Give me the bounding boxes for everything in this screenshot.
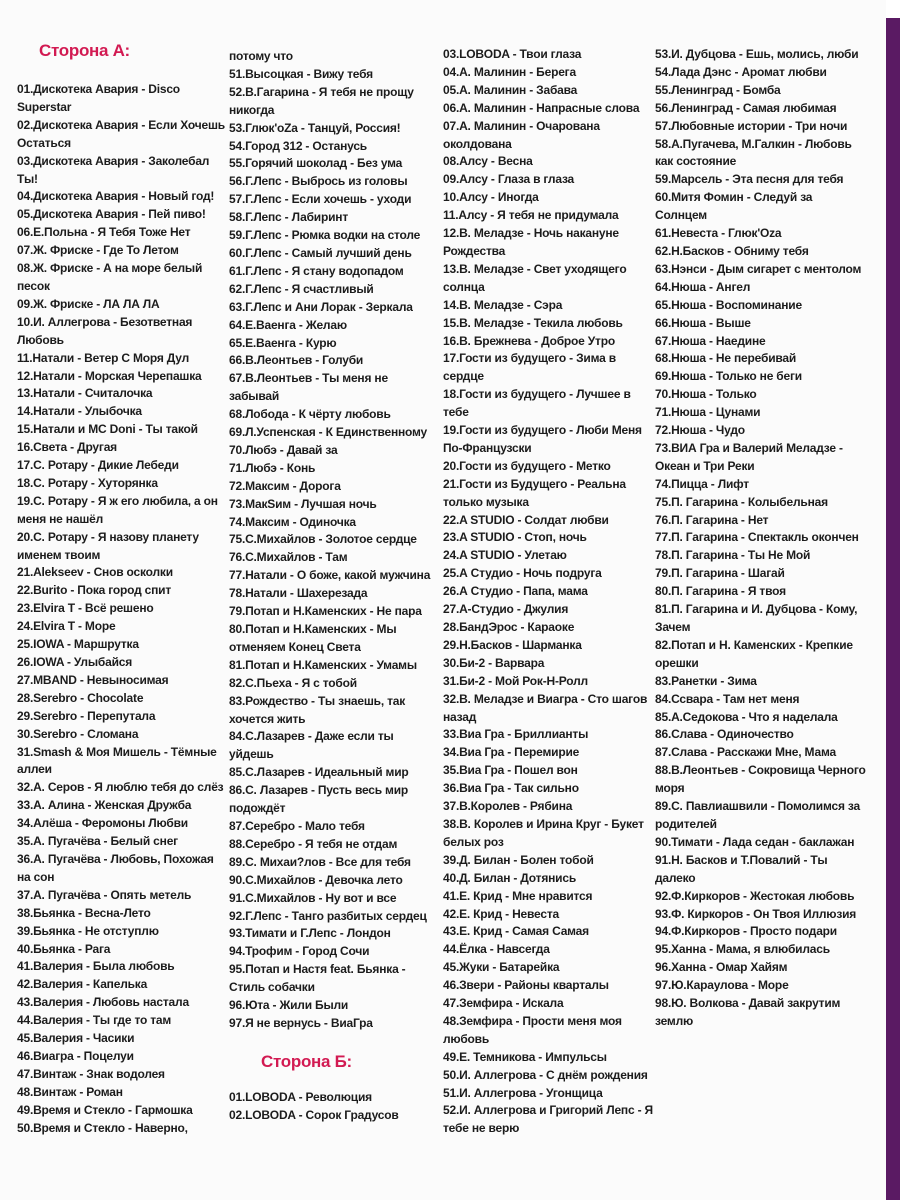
track-entry: 84.С.Лазарев - Даже если ты уйдешь xyxy=(229,729,394,762)
side-a-heading: Сторона А: xyxy=(39,41,130,60)
track-entry: 10.И. Аллегрова - Безответная Любовь xyxy=(17,314,193,347)
track-entry: 57.Г.Лепс - Если хочешь - уходи xyxy=(229,192,412,207)
track-entry: 88.Серебро - Я тебя не отдам xyxy=(229,836,398,851)
track-entry: 36.Виа Гра - Так сильно xyxy=(443,781,579,796)
track-entry: 07.Ж. Фриске - Где То Летом xyxy=(17,243,179,258)
track-entry: 98.Ю. Волкова - Давай закрутим землю xyxy=(655,996,841,1028)
track-entry: 32.А. Серов - Я люблю тебя до слёз xyxy=(17,780,224,795)
track-entry: 03.Дискотека Авария - Заколебал Ты! xyxy=(17,153,210,186)
track-entry: 95.Потап и Настя feat. Бьянка - Стиль собачки xyxy=(229,962,406,995)
track-entry: 31.Би-2 - Мой Рок-Н-Ролл xyxy=(443,673,588,688)
track-entry: 25.IOWA - Маршрутка xyxy=(17,637,139,652)
track-entry: 63.Нэнси - Дым сигарет с ментолом xyxy=(655,261,862,276)
track-entry: 76.С.Михайлов - Там xyxy=(229,550,348,565)
track-list-side-b xyxy=(229,1089,441,1125)
track-entry: 63.Г.Лепс и Ани Лорак - Зеркала xyxy=(229,299,413,314)
track-entry: 93.Ф. Киркоров - Он Твоя Иллюзия xyxy=(655,906,857,921)
track-entry: 96.Ханна - Омар Хайям xyxy=(655,960,788,975)
track-entry: 77.П. Гагарина - Спектакль окончен xyxy=(655,530,859,545)
track-entry: 60.Г.Лепс - Самый лучший день xyxy=(229,245,412,260)
track-entry: 97.Я не вернусь - ВиаГра xyxy=(229,1015,373,1030)
track-entry: 45.Жуки - Батарейка xyxy=(443,960,560,975)
track-entry: 74.Пицца - Лифт xyxy=(655,476,749,491)
track-entry: 75.П. Гагарина - Колыбельная xyxy=(655,494,828,509)
track-entry: 50.И. Аллегрова - С днём рождения xyxy=(443,1067,648,1082)
track-entry: 51.И. Аллегрова - Угонщица xyxy=(443,1085,603,1100)
track-entry: 37.А. Пугачёва - Опять метель xyxy=(17,887,192,902)
track-entry: 68.Нюша - Не перебивай xyxy=(655,351,797,366)
track-entry: 82.С.Пьеха - Я с тобой xyxy=(229,675,357,690)
track-entry: 07.А. Малинин - Очарована околдована xyxy=(443,118,600,151)
track-entry: 41.Валерия - Была любовь xyxy=(17,959,175,974)
track-entry: 85.С.Лазарев - Идеальный мир xyxy=(229,765,409,780)
track-entry: 43.Валерия - Любовь настала xyxy=(17,995,189,1010)
track-entry: 27.А-Студио - Джулия xyxy=(443,602,569,617)
side-b-heading: Сторона Б: xyxy=(261,1051,352,1071)
track-entry: 05.Дискотека Авария - Пей пиво! xyxy=(17,207,206,222)
track-entry: 33.А. Алина - Женская Дружба xyxy=(17,798,192,813)
track-entry: 33.Виа Гра - Бриллианты xyxy=(443,727,589,742)
track-entry: 73.МакSим - Лучшая ночь xyxy=(229,496,377,511)
track-entry: 35.Виа Гра - Пошел вон xyxy=(443,763,578,778)
track-entry: 42.Валерия - Капелька xyxy=(17,977,148,992)
track-entry: 71.Любэ - Конь xyxy=(229,460,316,475)
track-entry: 83.Рождество - Ты знаешь, так хочется жить xyxy=(229,693,406,726)
track-entry: 34.Алёша - Феромоны Любви xyxy=(17,816,188,831)
track-entry: 21.Гости из Будущего - Реальна только музыка xyxy=(443,476,626,509)
track-entry: 39.Бьянка - Не отступлю xyxy=(17,923,159,938)
track-entry: 38.Бьянка - Весна-Лето xyxy=(17,905,151,920)
track-entry: 49.Е. Темникова - Импульсы xyxy=(443,1049,607,1064)
track-entry: 51.Высоцкая - Вижу тебя xyxy=(229,66,373,81)
track-entry: 06.А. Малинин - Напрасные слова xyxy=(443,100,640,115)
track-entry: 19.С. Ротару - Я ж его любила, а он меня не нашёл xyxy=(17,493,218,526)
track-entry: 14.Натали - Улыбочка xyxy=(17,404,142,419)
track-entry: 94.Трофим - Город Сочи xyxy=(229,944,370,959)
track-entry: 80.Потап и Н.Каменских - Мы отменяем Конец Света xyxy=(229,622,397,654)
track-entry: 12.Натали - Морская Черепашка xyxy=(17,368,202,383)
track-entry: 18.С. Ротару - Хуторянка xyxy=(17,475,158,490)
track-entry: 09.Ж. Фриске - ЛА ЛА ЛА xyxy=(17,296,160,311)
track-entry: 16.В. Брежнева - Доброе Утро xyxy=(443,333,615,348)
track-entry: 18.Гости из будущего - Лучшее в тебе xyxy=(443,387,631,420)
track-entry: 11.Алсу - Я тебя не придумала xyxy=(443,208,619,223)
track-entry: 81.Потап и Н.Каменских - Умамы xyxy=(229,657,417,672)
track-entry: 78.Натали - Шахерезада xyxy=(229,586,368,601)
track-entry: 53.Глюк'oZa - Танцуй, Россия! xyxy=(229,120,401,135)
track-entry: 19.Гости из будущего - Люби Меня По-Французски xyxy=(443,423,642,455)
track-entry: 62.Г.Лепс - Я счастливый xyxy=(229,281,374,296)
track-entry: 78.П. Гагарина - Ты Не Мой xyxy=(655,548,811,563)
track-entry: 10.Алсу - Иногда xyxy=(443,190,539,205)
track-entry: 69.Л.Успенская - К Единственному xyxy=(229,425,428,440)
track-entry: 52.И. Аллегрова и Григорий Лепс - Я тебе не верю xyxy=(443,1103,653,1136)
track-entry: 96.Юта - Жили Были xyxy=(229,998,349,1013)
track-entry: 13.В. Меладзе - Свет уходящего солнца xyxy=(443,261,627,294)
track-entry: 35.А. Пугачёва - Белый снег xyxy=(17,834,178,849)
track-entry: 04.А. Малинин - Берега xyxy=(443,64,576,79)
track-entry: 57.Любовные истории - Три ночи xyxy=(655,118,848,133)
track-entry: 88.В.Леонтьев - Сокровища Черного моря xyxy=(655,763,866,796)
track-entry: 26.А Студио - Папа, мама xyxy=(443,584,588,599)
track-entry: 14.В. Меладзе - Сэра xyxy=(443,297,563,312)
track-entry: 87.Серебро - Мало тебя xyxy=(229,818,365,833)
track-entry: 66.В.Леонтьев - Голуби xyxy=(229,353,364,368)
track-entry: 40.Д. Билан - Дотянись xyxy=(443,870,576,885)
track-entry: 04.Дискотека Авария - Новый год! xyxy=(17,189,215,204)
track-entry: 03.LOBODA - Твои глаза xyxy=(443,47,582,61)
track-entry: 61.Г.Лепс - Я стану водопадом xyxy=(229,263,404,278)
track-entry: 44.Валерия - Ты где то там xyxy=(17,1013,172,1028)
track-entry: 71.Нюша - Цунами xyxy=(655,405,761,420)
track-entry: 28.БандЭрос - Караоке xyxy=(443,620,575,634)
track-entry: 44.Ёлка - Навсегда xyxy=(443,942,550,957)
track-entry: 59.Марсель - Эта песня для тебя xyxy=(655,172,844,187)
track-entry: 55.Ленинград - Бомба xyxy=(655,82,781,97)
track-entry: 85.А.Седокова - Что я наделала xyxy=(655,709,838,724)
track-entry: 17.Гости из будущего - Зима в сердце xyxy=(443,351,616,384)
column-2 xyxy=(229,48,441,1125)
track-list-1 xyxy=(17,81,229,1137)
track-entry: 79.Потап и Н.Каменских - Не пара xyxy=(229,604,422,619)
track-entry: 74.Максим - Одиночка xyxy=(229,514,356,529)
column-3 xyxy=(443,46,655,1138)
track-entry: 15.Натали и MC Doni - Ты такой xyxy=(17,422,198,437)
track-entry: 93.Тимати и Г.Лепс - Лондон xyxy=(229,926,391,941)
track-entry: 13.Натали - Считалочка xyxy=(17,386,153,401)
track-entry: 47.Винтаж - Знак водолея xyxy=(17,1066,165,1081)
track-entry: 61.Невеста - Глюк'Oza xyxy=(655,226,782,241)
track-entry: 81.П. Гагарина и И. Дубцова - Кому, Зачем xyxy=(655,602,858,634)
track-entry: 24.A STUDIO - Улетаю xyxy=(443,548,567,563)
track-entry: 72.Нюша - Чудо xyxy=(655,423,745,438)
track-entry: 58.А.Пугачева, М.Галкин - Любовь как состояние xyxy=(655,136,852,169)
track-entry: 86.Слава - Одиночество xyxy=(655,727,794,742)
track-entry: 86.С. Лазарев - Пусть весь мир подождёт xyxy=(229,783,409,816)
track-entry: 70.Нюша - Только xyxy=(655,387,757,402)
track-entry: потому что xyxy=(229,49,293,63)
track-entry: 87.Слава - Расскажи Мне, Мама xyxy=(655,745,836,760)
track-entry: 56.Ленинград - Самая любимая xyxy=(655,100,837,115)
track-entry: 91.Н. Басков и Т.Повалий - Ты далеко xyxy=(655,852,828,885)
track-entry: 54.Город 312 - Останусь xyxy=(229,138,367,153)
track-entry: 56.Г.Лепс - Выбрось из головы xyxy=(229,174,408,189)
track-entry: 20.Гости из будущего - Метко xyxy=(443,458,611,473)
track-entry: 73.ВИА Гра и Валерий Меладзе - Океан и Три Реки xyxy=(655,440,843,473)
track-entry: 01.LOBODA - Революция xyxy=(229,1089,372,1104)
track-entry: 53.И. Дубцова - Ешь, молись, люби xyxy=(655,47,859,61)
track-entry: 91.С.Михайлов - Ну вот и все xyxy=(229,890,397,905)
track-entry: 41.Е. Крид - Мне нравится xyxy=(443,888,593,903)
track-entry: 69.Нюша - Только не беги xyxy=(655,369,802,384)
track-entry: 39.Д. Билан - Болен тобой xyxy=(443,852,594,867)
track-entry: 06.Е.Польна - Я Тебя Тоже Нет xyxy=(17,225,191,240)
track-entry: 48.Винтаж - Роман xyxy=(17,1084,123,1099)
track-entry: 25.А Студио - Ночь подруга xyxy=(443,566,602,581)
track-entry: 97.Ю.Караулова - Море xyxy=(655,978,789,993)
track-entry: 46.Звери - Районы кварталы xyxy=(443,978,609,993)
track-entry: 68.Лобода - К чёрту любовь xyxy=(229,407,391,422)
track-entry: 31.Smash & Моя Мишель - Тёмные аллеи xyxy=(17,744,217,777)
track-entry: 42.Е. Крид - Невеста xyxy=(443,906,559,921)
track-entry: 15.В. Меладзе - Текила любовь xyxy=(443,315,623,330)
track-entry: 22.A STUDIO - Солдат любви xyxy=(443,512,609,527)
track-entry: 11.Натали - Ветер С Моря Дул xyxy=(17,350,190,365)
track-entry: 89.С. Павлиашвили - Помолимся за родителей xyxy=(655,799,860,831)
track-list-2 xyxy=(229,48,441,1033)
track-entry: 02.LOBODA - Сорок Градусов xyxy=(229,1107,399,1122)
track-entry: 48.Земфира - Прости меня моя любовь xyxy=(443,1013,622,1046)
track-entry: 01.Дискотека Авария - Disco Superstar xyxy=(17,82,180,114)
track-entry: 23.Elvira T - Всё решено xyxy=(17,601,154,616)
track-entry: 90.С.Михайлов - Девочка лето xyxy=(229,872,403,887)
track-entry: 36.А. Пугачёва - Любовь, Похожая на сон xyxy=(17,851,214,884)
track-entry: 79.П. Гагарина - Шагай xyxy=(655,566,785,581)
track-entry: 90.Тимати - Лада седан - баклажан xyxy=(655,834,855,849)
track-entry: 65.Нюша - Воспоминание xyxy=(655,297,802,312)
track-entry: 84.Ссвара - Там нет меня xyxy=(655,691,800,706)
track-entry: 05.А. Малинин - Забава xyxy=(443,82,578,97)
track-entry: 16.Света - Другая xyxy=(17,440,117,455)
track-entry: 28.Serebro - Chocolate xyxy=(17,690,144,705)
track-entry: 80.П. Гагарина - Я твоя xyxy=(655,584,786,599)
track-entry: 64.Нюша - Ангел xyxy=(655,279,751,294)
track-entry: 47.Земфира - Искала xyxy=(443,996,564,1011)
track-entry: 92.Г.Лепс - Танго разбитых сердец xyxy=(229,908,427,923)
stripe-top xyxy=(886,0,900,18)
track-entry: 26.IOWA - Улыбайся xyxy=(17,655,133,669)
track-entry: 59.Г.Лепс - Рюмка водки на столе xyxy=(229,228,421,243)
track-entry: 08.Ж. Фриске - А на море белый песок xyxy=(17,261,203,293)
track-entry: 82.Потап и Н. Каменских - Крепкие орешки xyxy=(655,637,853,670)
track-entry: 08.Алсу - Весна xyxy=(443,154,533,169)
track-entry: 34.Виа Гра - Перемирие xyxy=(443,745,580,760)
track-entry: 76.П. Гагарина - Нет xyxy=(655,512,769,527)
track-entry: 67.Нюша - Наедине xyxy=(655,333,766,348)
track-entry: 09.Алсу - Глаза в глаза xyxy=(443,172,575,187)
track-entry: 94.Ф.Киркоров - Просто подари xyxy=(655,924,837,939)
track-entry: 30.Би-2 - Варвара xyxy=(443,655,545,670)
track-entry: 17.С. Ротару - Дикие Лебеди xyxy=(17,458,179,473)
track-entry: 22.Burito - Пока город спит xyxy=(17,583,172,598)
track-entry: 12.В. Меладзе - Ночь накануне Рождества xyxy=(443,226,619,258)
track-entry: 45.Валерия - Часики xyxy=(17,1031,135,1046)
track-entry: 60.Митя Фомин - Следуй за Солнцем xyxy=(655,190,813,223)
track-entry: 49.Время и Стекло - Гармошка xyxy=(17,1102,193,1117)
track-entry: 24.Elvira T - Море xyxy=(17,619,116,634)
track-entry: 29.Serebro - Перепутала xyxy=(17,708,156,723)
track-entry: 20.С. Ротару - Я назову планету именем твоим xyxy=(17,529,199,562)
side-stripe xyxy=(886,18,900,1200)
track-entry: 92.Ф.Киркоров - Жестокая любовь xyxy=(655,888,855,903)
track-entry: 83.Ранетки - Зима xyxy=(655,673,757,688)
track-entry: 37.В.Королев - Рябина xyxy=(443,799,573,814)
track-entry: 30.Serebro - Сломана xyxy=(17,726,139,741)
track-entry: 38.В. Королев и Ирина Круг - Букет белых роз xyxy=(443,816,644,849)
track-entry: 72.Максим - Дорога xyxy=(229,478,341,493)
track-entry: 32.В. Меладзе и Виагра - Сто шагов назад xyxy=(443,691,648,724)
track-entry: 52.В.Гагарина - Я тебя не прощу никогда xyxy=(229,84,414,117)
track-entry: 21.Alekseev - Снов осколки xyxy=(17,565,173,580)
column-4 xyxy=(655,46,867,1031)
track-entry: 43.Е. Крид - Самая Самая xyxy=(443,924,589,939)
track-entry: 89.С. Михаи?лов - Все для тебя xyxy=(229,854,411,869)
track-entry: 58.Г.Лепс - Лабиринт xyxy=(229,210,349,225)
track-entry: 27.MBAND - Невыносимая xyxy=(17,672,169,687)
track-entry: 29.Н.Басков - Шарманка xyxy=(443,637,582,652)
track-entry: 75.С.Михайлов - Золотое сердце xyxy=(229,532,417,547)
track-entry: 54.Лада Дэнс - Аромат любви xyxy=(655,64,827,79)
track-entry: 70.Любэ - Давай за xyxy=(229,442,338,457)
track-entry: 50.Время и Стекло - Наверно, xyxy=(17,1120,188,1135)
column-1 xyxy=(17,40,229,1137)
track-entry: 55.Горячий шоколад - Без ума xyxy=(229,156,403,171)
track-entry: 77.Натали - О боже, какой мужчина xyxy=(229,568,431,583)
track-entry: 65.Е.Ваенга - Курю xyxy=(229,335,337,350)
track-entry: 66.Нюша - Выше xyxy=(655,315,751,330)
track-list-3 xyxy=(443,46,655,1138)
track-entry: 64.Е.Ваенга - Желаю xyxy=(229,317,347,332)
track-entry: 40.Бьянка - Рага xyxy=(17,941,111,956)
track-entry: 62.Н.Басков - Обниму тебя xyxy=(655,243,809,258)
track-entry: 02.Дискотека Авария - Если Хочешь Остаться xyxy=(17,117,225,150)
track-entry: 23.A STUDIO - Стоп, ночь xyxy=(443,530,587,545)
track-entry: 95.Ханна - Мама, я влюбилась xyxy=(655,942,830,957)
track-entry: 46.Виагра - Поцелуи xyxy=(17,1048,134,1063)
track-entry: 67.В.Леонтьев - Ты меня не забывай xyxy=(229,371,388,404)
track-list-4 xyxy=(655,46,867,1031)
